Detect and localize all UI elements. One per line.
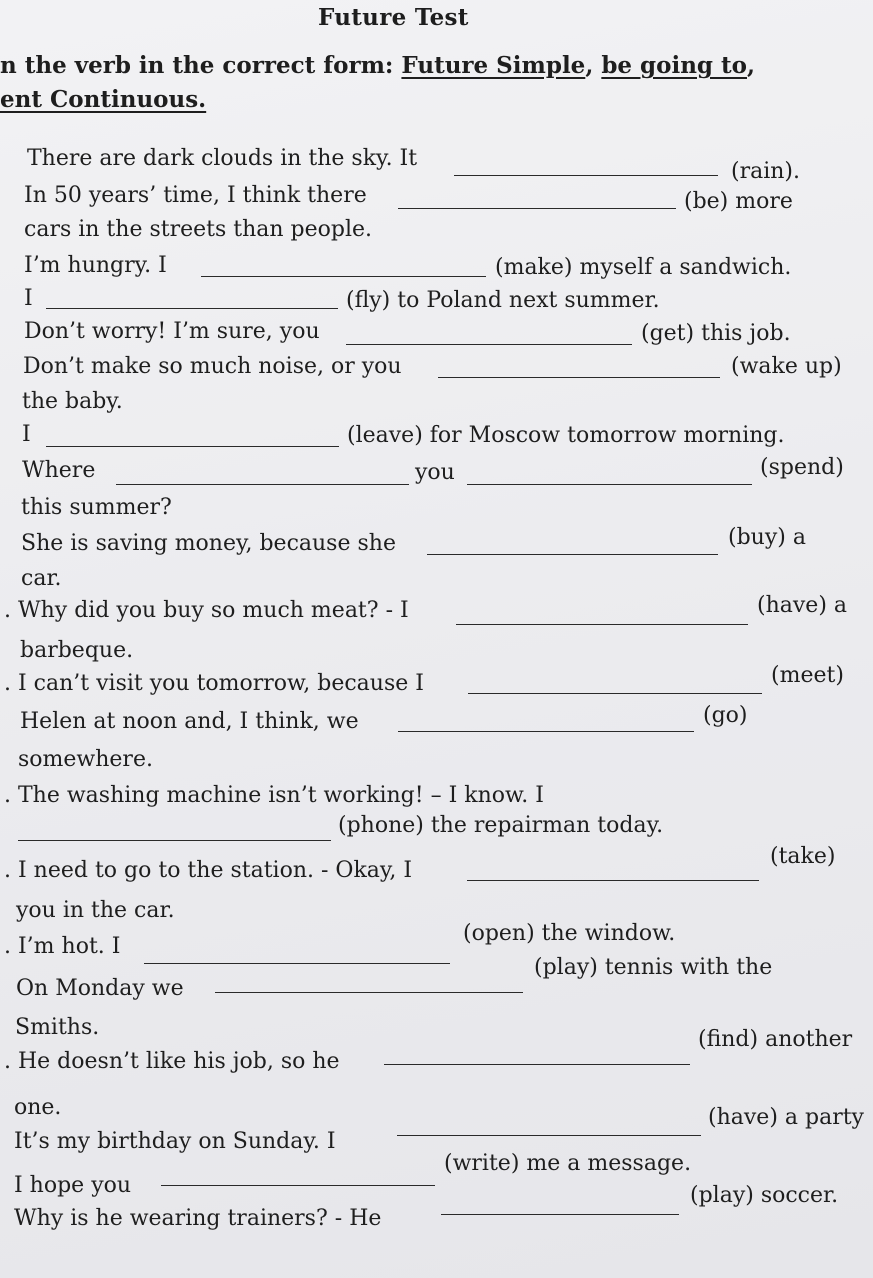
item-8-verb: (spend) bbox=[760, 455, 844, 480]
item-6-verb: (wake up) bbox=[731, 354, 842, 379]
item-8-blank-2[interactable] bbox=[467, 484, 752, 485]
item-10-blank[interactable] bbox=[456, 624, 748, 625]
item-6-text-cont: the baby. bbox=[22, 389, 123, 414]
item-15-text: On Monday we bbox=[16, 976, 184, 1001]
item-10-text: . Why did you buy so much meat? - I bbox=[4, 598, 409, 623]
instructions-line-2 bbox=[0, 86, 206, 113]
item-9-blank[interactable] bbox=[427, 554, 718, 555]
item-12-blank[interactable] bbox=[18, 840, 331, 841]
item-7-text: I bbox=[22, 422, 31, 447]
item-4-text: I bbox=[24, 286, 33, 311]
item-18-verb: (write) me a message. bbox=[444, 1151, 692, 1176]
page-title: Future Test bbox=[318, 4, 469, 31]
item-8-text-cont: this summer? bbox=[21, 495, 172, 520]
instructions-comma-2: , bbox=[747, 52, 756, 79]
item-13-text: . I need to go to the station. - Okay, I bbox=[4, 858, 413, 883]
item-3-text: I’m hungry. I bbox=[24, 253, 167, 278]
item-13-text-cont: you in the car. bbox=[16, 898, 175, 923]
item-11-text: . I can’t visit you tomorrow, because I bbox=[4, 671, 424, 696]
item-3-blank[interactable] bbox=[201, 276, 486, 277]
item-13-verb: (take) bbox=[770, 844, 836, 869]
item-8-text: Where bbox=[22, 458, 96, 483]
item-11-blank-1[interactable] bbox=[468, 693, 762, 694]
future-simple-label: Future Simple bbox=[401, 52, 586, 79]
item-14-text: . I’m hot. I bbox=[4, 934, 121, 959]
item-15-text-cont: Smiths. bbox=[15, 1015, 100, 1040]
present-continuous-label: ent Continuous. bbox=[0, 86, 207, 113]
item-9-text: She is saving money, because she bbox=[21, 531, 396, 556]
item-18-blank[interactable] bbox=[161, 1185, 435, 1186]
item-17-text: It’s my birthday on Sunday. I bbox=[14, 1129, 336, 1154]
item-15-blank[interactable] bbox=[215, 992, 523, 993]
item-16-verb: (find) another bbox=[698, 1027, 853, 1052]
item-10-text-cont: barbeque. bbox=[20, 638, 134, 663]
item-11-verb-1: (meet) bbox=[771, 663, 844, 688]
item-7-blank[interactable] bbox=[46, 446, 339, 447]
item-4-verb: (fly) to Poland next summer. bbox=[346, 288, 660, 313]
item-10-verb: (have) a bbox=[757, 593, 848, 618]
item-11-text-cont-2: somewhere. bbox=[18, 747, 153, 772]
instructions-line-1 bbox=[0, 52, 755, 79]
item-5-blank[interactable] bbox=[346, 344, 632, 345]
item-1-blank[interactable] bbox=[454, 175, 718, 176]
item-16-blank[interactable] bbox=[384, 1064, 690, 1065]
item-9-verb: (buy) a bbox=[728, 525, 806, 550]
item-16-text-cont: one. bbox=[14, 1095, 62, 1120]
item-6-blank[interactable] bbox=[438, 377, 720, 378]
item-19-blank[interactable] bbox=[441, 1214, 679, 1215]
item-19-text: Why is he wearing trainers? - He bbox=[14, 1206, 382, 1231]
item-3-verb: (make) myself a sandwich. bbox=[495, 255, 792, 280]
item-2-verb: (be) more bbox=[684, 189, 793, 214]
item-7-verb: (leave) for Moscow tomorrow morning. bbox=[347, 423, 785, 448]
item-14-blank[interactable] bbox=[144, 963, 450, 964]
item-11-text-cont: Helen at noon and, I think, we bbox=[20, 709, 359, 734]
item-12-text: . The washing machine isn’t working! – I know. I bbox=[4, 783, 544, 808]
item-5-verb: (get) this job. bbox=[641, 321, 791, 346]
item-15-verb: (play) tennis with the bbox=[534, 955, 773, 980]
item-17-blank[interactable] bbox=[397, 1135, 701, 1136]
instructions-prefix: n the verb in the correct form: bbox=[0, 52, 402, 79]
item-13-blank[interactable] bbox=[467, 880, 759, 881]
item-1-text: There are dark clouds in the sky. It bbox=[27, 146, 418, 171]
item-16-text: . He doesn’t like his job, so he bbox=[4, 1049, 340, 1074]
item-1-verb: (rain). bbox=[731, 159, 800, 184]
item-18-text: I hope you bbox=[14, 1173, 132, 1198]
item-2-text-cont: cars in the streets than people. bbox=[24, 217, 373, 242]
item-17-verb: (have) a party bbox=[708, 1105, 864, 1130]
item-19-verb: (play) soccer. bbox=[690, 1183, 839, 1208]
item-8-mid: you bbox=[415, 460, 455, 485]
item-6-text: Don’t make so much noise, or you bbox=[23, 354, 402, 379]
be-going-to-label: be going to bbox=[601, 52, 747, 79]
item-11-blank-2[interactable] bbox=[398, 731, 694, 732]
item-5-text: Don’t worry! I’m sure, you bbox=[24, 319, 320, 344]
item-12-verb: (phone) the repairman today. bbox=[338, 813, 664, 838]
item-9-text-cont: car. bbox=[21, 566, 62, 591]
item-4-blank[interactable] bbox=[46, 308, 338, 309]
item-2-text: In 50 years’ time, I think there bbox=[24, 183, 367, 208]
item-8-blank-1[interactable] bbox=[116, 484, 409, 485]
instructions-comma-1: , bbox=[585, 52, 602, 79]
item-2-blank[interactable] bbox=[398, 208, 676, 209]
item-14-verb: (open) the window. bbox=[463, 921, 676, 946]
item-11-verb-2: (go) bbox=[703, 703, 748, 728]
